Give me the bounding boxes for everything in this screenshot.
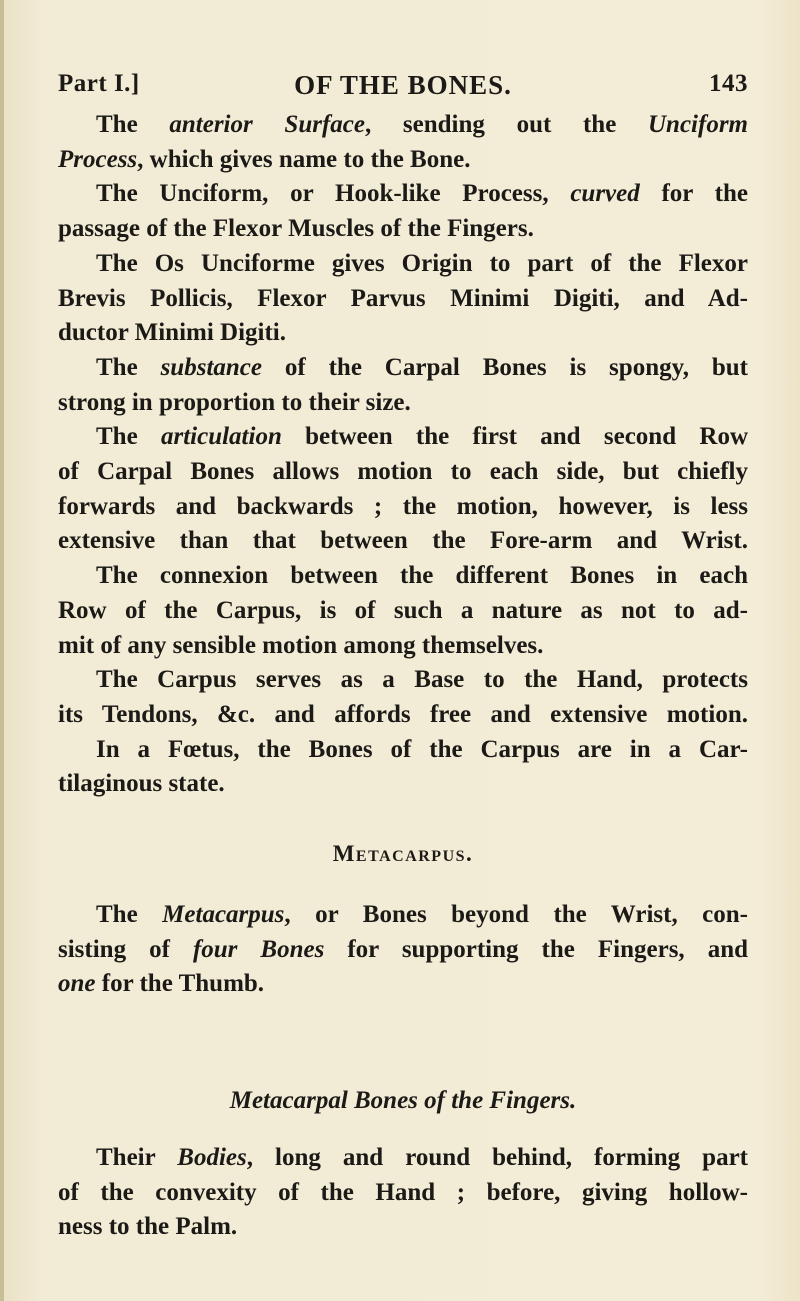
italic-text: curved bbox=[570, 180, 640, 208]
text-run: tilaginous state. bbox=[58, 770, 225, 798]
text-line bbox=[58, 282, 748, 317]
text-line bbox=[58, 386, 748, 421]
text-run: Brevis Pollicis, Flexor Parvus Minimi Digiti, and Ad- bbox=[58, 284, 748, 312]
text-block-middle bbox=[58, 898, 748, 1002]
text-run: , long and round behind, forming part bbox=[246, 1144, 749, 1171]
italic-text: substance bbox=[160, 353, 262, 381]
text-line bbox=[58, 559, 748, 594]
text-run: ductor Minimi Digiti. bbox=[58, 319, 287, 347]
text-run: for supporting the Fingers, and bbox=[324, 935, 749, 963]
text-run: ness to the Palm. bbox=[58, 1213, 238, 1241]
text-line bbox=[58, 698, 748, 733]
text-run: for the Thumb. bbox=[95, 970, 265, 998]
text-run: The bbox=[96, 423, 161, 451]
text-run: The Carpus serves as a Base to the Hand, protects bbox=[96, 666, 748, 694]
italic-text: Bodies bbox=[177, 1144, 247, 1171]
text-run: strong in proportion to their size. bbox=[58, 388, 411, 416]
text-line bbox=[58, 108, 748, 143]
text-line bbox=[58, 1176, 748, 1211]
text-run: The bbox=[96, 901, 163, 928]
section-heading-metacarpus: Metacarpus. bbox=[332, 841, 474, 866]
text-run: The bbox=[96, 111, 170, 138]
header-part: Part I.] bbox=[58, 70, 140, 97]
text-run: extensive than that between the Fore-arm and Wrist. bbox=[58, 527, 748, 555]
text-line bbox=[58, 490, 748, 525]
italic-text: Process bbox=[58, 145, 138, 173]
text-run: , or Bones beyond the Wrist, con- bbox=[284, 901, 748, 928]
text-line bbox=[58, 933, 748, 968]
text-line bbox=[58, 316, 748, 351]
italic-text: Metacarpus bbox=[162, 901, 285, 928]
italic-text: four Bones bbox=[192, 935, 325, 963]
text-line bbox=[58, 733, 748, 768]
text-line bbox=[58, 629, 748, 664]
text-run: Their bbox=[96, 1144, 178, 1171]
text-run: , which gives name to the Bone. bbox=[137, 145, 471, 173]
text-line bbox=[58, 767, 748, 802]
text-run: passage of the Flexor Muscles of the Fingers. bbox=[58, 215, 534, 243]
italic-text: anterior Surface bbox=[169, 111, 365, 138]
text-run: between the first and second Row bbox=[281, 423, 748, 451]
text-line bbox=[58, 1141, 748, 1176]
text-line bbox=[58, 177, 748, 212]
text-line bbox=[58, 247, 748, 282]
italic-text: Unciform bbox=[648, 111, 748, 138]
text-run: mit of any sensible motion among themselves. bbox=[58, 631, 544, 659]
text-line bbox=[58, 420, 748, 455]
text-line bbox=[58, 524, 748, 559]
text-run: sisting of bbox=[58, 935, 193, 963]
text-run: The Os Unciforme gives Origin to part of the Flexor bbox=[96, 249, 748, 277]
text-run: The connexion between the different Bones in each bbox=[96, 562, 748, 590]
text-run: The Unciform, or Hook-like Process, bbox=[96, 180, 571, 208]
italic-text: one bbox=[58, 970, 96, 998]
text-run: its Tendons, &c. and affords free and extensive motion. bbox=[58, 700, 748, 728]
text-run: forwards and backwards ; the motion, however, is less bbox=[58, 492, 748, 520]
text-run: of Carpal Bones allows motion to each side, but chiefly bbox=[58, 458, 748, 486]
text-run: The bbox=[96, 353, 161, 381]
italic-text: articulation bbox=[160, 423, 282, 451]
text-line bbox=[58, 663, 748, 698]
subsection-heading-metacarpal-bones: Metacarpal Bones of the Fingers. bbox=[229, 1087, 577, 1114]
text-line bbox=[58, 212, 748, 247]
header-title: OF THE BONES. bbox=[294, 70, 512, 100]
text-line bbox=[58, 898, 748, 933]
text-run: In a Fœtus, the Bones of the Carpus are in a Car- bbox=[96, 735, 748, 763]
text-line bbox=[58, 455, 748, 490]
text-line bbox=[58, 594, 748, 629]
text-block-top bbox=[58, 108, 748, 802]
text-line bbox=[58, 351, 748, 386]
running-header bbox=[58, 70, 748, 106]
text-run: of the convexity of the Hand ; before, giving hollow- bbox=[58, 1178, 748, 1206]
text-line bbox=[58, 143, 748, 178]
text-block-bottom bbox=[58, 1141, 748, 1245]
text-run: , sending out the bbox=[364, 111, 648, 138]
text-line bbox=[58, 1210, 748, 1245]
text-line bbox=[58, 967, 748, 1002]
text-run: of the Carpal Bones is spongy, but bbox=[261, 353, 748, 381]
text-run: for the bbox=[639, 180, 748, 208]
text-run: Row of the Carpus, is of such a nature as not to ad- bbox=[58, 596, 748, 624]
page-spine-edge bbox=[0, 0, 4, 1301]
page-number: 143 bbox=[709, 70, 748, 97]
